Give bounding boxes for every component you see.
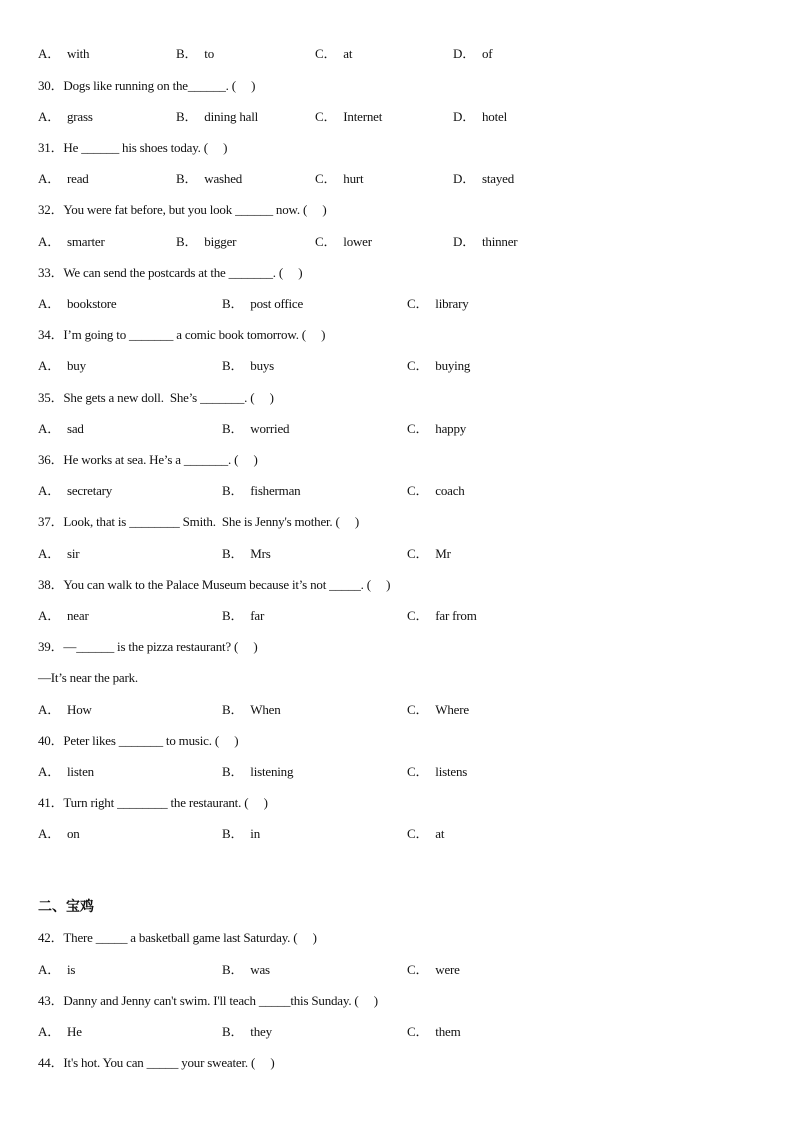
option-text: listen — [67, 764, 94, 779]
option-text: them — [435, 1024, 461, 1039]
option-letter: B． — [222, 483, 244, 498]
question-text: 32．You were fat before, but you look ______ now. ( ) — [38, 202, 327, 217]
question-text: 44．It's hot. You can _____ your sweater. ( ) — [38, 1055, 275, 1070]
option-letter: C． — [407, 608, 429, 623]
option-text: of — [482, 46, 493, 61]
option-text: buy — [67, 358, 86, 373]
option-letter: D． — [453, 46, 475, 61]
option-letter: B． — [222, 1024, 244, 1039]
option-letter: B． — [222, 421, 244, 436]
option-a — [38, 702, 92, 718]
question-text: 35．She gets a new doll. She’s _______. ( ) — [38, 390, 274, 405]
option-text: library — [435, 296, 469, 311]
option-c — [407, 358, 470, 374]
option-letter: A． — [38, 421, 60, 436]
option-letter: C． — [407, 962, 429, 977]
option-a — [38, 296, 116, 312]
option-a — [38, 962, 75, 978]
option-text: listens — [435, 764, 468, 779]
option-letter: C． — [315, 46, 337, 61]
option-text: buys — [250, 358, 275, 373]
option-text: Mr — [435, 546, 451, 561]
option-letter: A． — [38, 296, 60, 311]
option-c — [407, 608, 477, 624]
option-letter: B． — [176, 234, 198, 249]
option-a — [38, 1024, 82, 1040]
option-a — [38, 171, 89, 187]
option-text: far from — [435, 608, 477, 623]
option-text: were — [435, 962, 460, 977]
option-d — [453, 171, 514, 187]
option-letter: C． — [407, 1024, 429, 1039]
option-letter: D． — [453, 234, 475, 249]
question-text: 42．There _____ a basketball game last Saturday. ( ) — [38, 930, 317, 945]
option-text: near — [67, 608, 89, 623]
option-c — [407, 546, 451, 562]
option-letter: B． — [222, 962, 244, 977]
option-letter: A． — [38, 702, 60, 717]
option-text: fisherman — [250, 483, 301, 498]
option-text: far — [250, 608, 265, 623]
question-text: 33．We can send the postcards at the _______. ( ) — [38, 265, 303, 280]
question-text: 31．He ______ his shoes today. ( ) — [38, 140, 228, 155]
option-text: worried — [250, 421, 290, 436]
option-c — [407, 962, 460, 978]
option-text: is — [67, 962, 76, 977]
option-text: at — [343, 46, 353, 61]
option-a — [38, 483, 112, 499]
option-b — [222, 764, 293, 780]
option-text: to — [204, 46, 214, 61]
option-letter: A． — [38, 546, 60, 561]
option-letter: A． — [38, 109, 60, 124]
option-letter: C． — [407, 546, 429, 561]
option-letter: D． — [453, 171, 475, 186]
question-text: 41．Turn right ________ the restaurant. ( ) — [38, 795, 268, 810]
option-b — [176, 109, 258, 125]
dialogue-line: —It’s near the park. — [38, 670, 138, 685]
option-letter: C． — [407, 764, 429, 779]
option-text: listening — [250, 764, 294, 779]
option-text: sad — [67, 421, 84, 436]
option-letter: A． — [38, 234, 60, 249]
option-c — [315, 234, 372, 250]
option-b — [222, 358, 274, 374]
option-letter: A． — [38, 171, 60, 186]
option-text: post office — [250, 296, 304, 311]
option-c — [315, 46, 352, 62]
option-b — [176, 234, 236, 250]
option-letter: A． — [38, 358, 60, 373]
option-letter: C． — [407, 826, 429, 841]
question-text: 37．Look, that is ________ Smith. She is Jenny's mother. ( ) — [38, 514, 360, 529]
option-b — [176, 46, 214, 62]
option-letter: C． — [407, 702, 429, 717]
option-b — [222, 296, 303, 312]
option-text: bookstore — [67, 296, 117, 311]
option-text: buying — [435, 358, 471, 373]
option-letter: B． — [222, 296, 244, 311]
option-text: with — [67, 46, 90, 61]
option-text: on — [67, 826, 80, 841]
question-text: 40．Peter likes _______ to music. ( ) — [38, 733, 239, 748]
option-text: He — [67, 1024, 82, 1039]
option-d — [453, 234, 517, 250]
option-b — [222, 962, 270, 978]
option-letter: B． — [222, 826, 244, 841]
option-text: Where — [435, 702, 469, 717]
option-letter: A． — [38, 608, 60, 623]
option-b — [222, 421, 289, 437]
option-text: hurt — [343, 171, 364, 186]
option-a — [38, 546, 79, 562]
question-text: 43．Danny and Jenny can't swim. I'll teach _____this Sunday. ( ) — [38, 993, 378, 1008]
option-a — [38, 46, 89, 62]
question-text: 39．—______ is the pizza restaurant? ( ) — [38, 639, 258, 654]
option-a — [38, 826, 80, 842]
option-text: Mrs — [250, 546, 271, 561]
option-b — [222, 608, 264, 624]
option-b — [222, 826, 260, 842]
option-letter: C． — [315, 109, 337, 124]
option-b — [176, 171, 242, 187]
option-letter: A． — [38, 483, 60, 498]
option-c — [407, 1024, 460, 1040]
option-letter: C． — [315, 171, 337, 186]
option-text: When — [250, 702, 281, 717]
option-text: washed — [204, 171, 243, 186]
option-c — [315, 109, 382, 125]
option-b — [222, 483, 300, 499]
question-text: 38．You can walk to the Palace Museum because it’s not _____. ( ) — [38, 577, 391, 592]
question-text: 34．I’m going to _______ a comic book tomorrow. ( ) — [38, 327, 326, 342]
option-c — [407, 764, 467, 780]
option-text: Internet — [343, 109, 383, 124]
option-c — [407, 421, 466, 437]
option-letter: A． — [38, 1024, 60, 1039]
option-text: hotel — [482, 109, 507, 124]
option-b — [222, 702, 281, 718]
option-text: at — [435, 826, 445, 841]
option-text: bigger — [204, 234, 237, 249]
option-text: dining hall — [204, 109, 259, 124]
option-a — [38, 358, 86, 374]
option-text: read — [67, 171, 89, 186]
option-c — [407, 483, 465, 499]
option-c — [315, 171, 363, 187]
option-text: thinner — [482, 234, 518, 249]
option-letter: A． — [38, 764, 60, 779]
option-letter: B． — [222, 608, 244, 623]
option-letter: B． — [176, 109, 198, 124]
option-c — [407, 702, 469, 718]
option-letter: B． — [176, 171, 198, 186]
option-letter: C． — [407, 421, 429, 436]
option-text: was — [250, 962, 270, 977]
option-letter: A． — [38, 46, 60, 61]
option-b — [222, 1024, 272, 1040]
option-a — [38, 421, 84, 437]
option-text: secretary — [67, 483, 113, 498]
option-letter: C． — [407, 296, 429, 311]
option-text: smarter — [67, 234, 105, 249]
option-text: they — [250, 1024, 272, 1039]
option-letter: B． — [176, 46, 198, 61]
option-text: in — [250, 826, 260, 841]
option-letter: C． — [315, 234, 337, 249]
option-a — [38, 764, 94, 780]
option-letter: D． — [453, 109, 475, 124]
question-text: 36．He works at sea. He’s a _______. ( ) — [38, 452, 258, 467]
option-text: sir — [67, 546, 80, 561]
option-letter: A． — [38, 826, 60, 841]
option-text: grass — [67, 109, 93, 124]
option-b — [222, 546, 271, 562]
option-letter: C． — [407, 483, 429, 498]
section-title: 二、宝鸡 — [38, 899, 94, 915]
option-c — [407, 296, 469, 312]
option-letter: A． — [38, 962, 60, 977]
option-c — [407, 826, 444, 842]
option-letter: B． — [222, 546, 244, 561]
option-text: lower — [343, 234, 372, 249]
option-letter: C． — [407, 358, 429, 373]
option-a — [38, 109, 93, 125]
option-a — [38, 608, 89, 624]
option-a — [38, 234, 105, 250]
question-text: 30．Dogs like running on the______. ( ) — [38, 78, 256, 93]
option-text: coach — [435, 483, 465, 498]
option-letter: B． — [222, 764, 244, 779]
option-text: happy — [435, 421, 467, 436]
option-d — [453, 46, 492, 62]
option-text: stayed — [482, 171, 515, 186]
option-letter: B． — [222, 358, 244, 373]
option-text: How — [67, 702, 92, 717]
option-d — [453, 109, 507, 125]
option-letter: B． — [222, 702, 244, 717]
